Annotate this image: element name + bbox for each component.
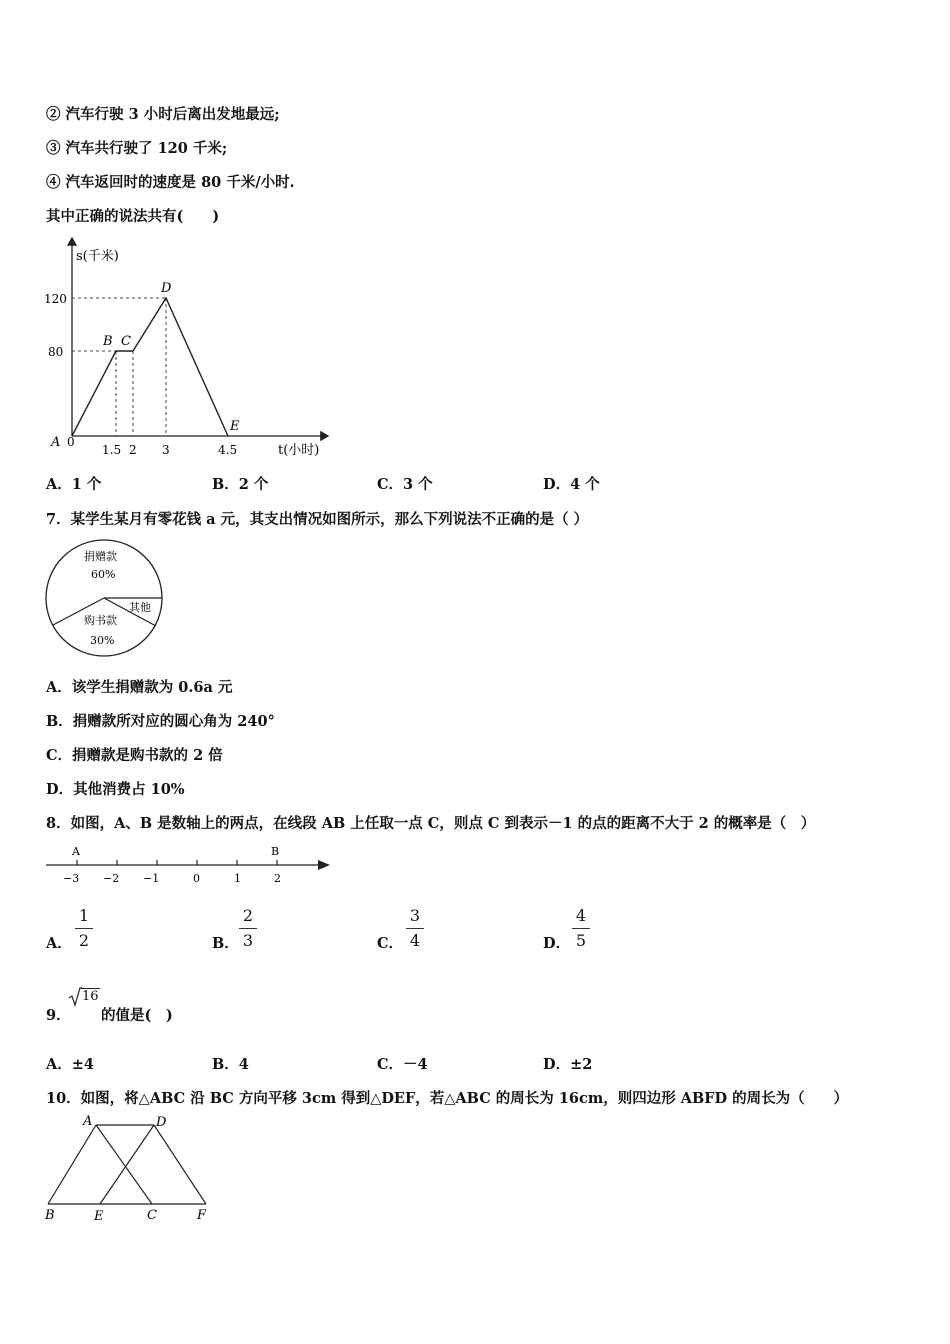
y-axis-label: s(千米) (76, 249, 119, 264)
point-label-d: D (161, 281, 172, 296)
q6-option-a: A．1 个 (46, 476, 102, 493)
q7-option-c: C．捐赠款是购书款的 2 倍 (46, 747, 223, 764)
books-pct: 30% (90, 634, 115, 647)
q9-option-b: B．4 (212, 1056, 249, 1073)
fraction-denominator: 3 (242, 931, 254, 950)
fraction-numerator: 3 (406, 906, 424, 929)
q8-option-b-label: B． (212, 935, 239, 952)
donation-pct: 60% (91, 568, 116, 581)
fraction-numerator: 4 (572, 906, 590, 929)
q9-number: 9． (46, 1007, 71, 1024)
translated-triangles-figure (40, 1112, 220, 1227)
q8-option-b-fraction (239, 906, 257, 950)
q9-option-c: C．－4 (377, 1056, 428, 1073)
q8-option-c-fraction (406, 906, 424, 950)
books-label: 购书款 (84, 614, 117, 627)
q8-option-c-label: C． (377, 935, 404, 952)
ytick-120: 120 (44, 292, 67, 306)
label-c: C (147, 1208, 157, 1223)
q7-option-b: B．捐赠款所对应的圆心角为 240° (46, 713, 275, 730)
q9-option-a: A．±4 (46, 1056, 94, 1073)
label-f: F (197, 1208, 207, 1223)
other-label: 其他 (129, 601, 151, 614)
tick-minus-1: −1 (143, 872, 160, 885)
q7-option-d: D．其他消费占 10% (46, 781, 185, 798)
point-label-a: A (51, 435, 61, 450)
tick-minus-2: −2 (103, 872, 120, 885)
q8-option-d-fraction (572, 906, 590, 950)
radicand: 16 (82, 989, 99, 1004)
radical-sign-icon (68, 986, 82, 1008)
label-e: E (94, 1209, 104, 1224)
expense-pie-chart (40, 535, 172, 665)
statement-3: ③ 汽车共行驶了 120 千米; (46, 140, 228, 157)
tick-0: 0 (193, 872, 200, 885)
tick-1: 1 (234, 872, 241, 885)
point-a-label: A (72, 845, 80, 858)
graph-line (72, 298, 228, 436)
xtick-4.5: 4.5 (218, 443, 238, 457)
statement-2: ② 汽车行驶 3 小时后离出发地最远; (46, 106, 280, 123)
donation-label: 捐赠款 (84, 550, 117, 563)
q6-option-b: B．2 个 (212, 476, 269, 493)
distance-time-graph (40, 232, 340, 464)
x-axis-label: t(小时) (278, 443, 320, 458)
fraction-numerator: 2 (239, 906, 257, 929)
fraction-denominator: 4 (409, 931, 421, 950)
fraction-denominator: 5 (575, 931, 587, 950)
tick-2: 2 (274, 872, 281, 885)
label-d: D (156, 1115, 167, 1130)
q8-option-a-label: A． (46, 935, 72, 952)
q6-question: 其中正确的说法共有( ) (46, 208, 220, 225)
origin-label: 0 (67, 435, 75, 449)
point-label-c: C (121, 334, 131, 349)
fraction-denominator: 2 (78, 931, 90, 950)
label-b: B (45, 1208, 55, 1223)
point-label-e: E (230, 419, 240, 434)
point-label-b: B (103, 334, 113, 349)
q8-option-d-label: D． (543, 935, 571, 952)
dashed-guides (72, 298, 166, 436)
point-b-label: B (271, 845, 280, 858)
label-a: A (83, 1114, 93, 1129)
tick-minus-3: −3 (63, 872, 80, 885)
q10-question: 10．如图，将△ABC 沿 BC 方向平移 3cm 得到△DEF，若△ABC 的周长为 16cm，则四边形 ABFD 的周长为（ ） (46, 1090, 849, 1107)
xtick-3: 3 (162, 443, 170, 457)
ytick-80: 80 (48, 345, 64, 359)
q8-question: 8．如图，A、B 是数轴上的两点，在线段 AB 上任取一点 C，则点 C 到表示－1 的点的距离不大于 2 的概率是（ ） (46, 815, 816, 832)
statement-4: ④ 汽车返回时的速度是 80 千米/小时. (46, 174, 295, 191)
q9-question-tail: 的值是( ) (101, 1007, 173, 1024)
q9-option-d: D．±2 (543, 1056, 593, 1073)
q6-option-d: D．4 个 (543, 476, 600, 493)
q8-option-a-fraction (75, 906, 93, 950)
q6-option-c: C．3 个 (377, 476, 433, 493)
fraction-numerator: 1 (75, 906, 93, 929)
number-line-arrow (318, 860, 330, 870)
q7-question: 7．某学生某月有零花钱 a 元，其支出情况如图所示，那么下列说法不正确的是（ ） (46, 511, 589, 528)
q7-option-a: A．该学生捐赠款为 0.6a 元 (46, 679, 233, 696)
number-line (40, 840, 335, 890)
xtick-1.5: 1.5 (102, 443, 122, 457)
xtick-2: 2 (129, 443, 137, 457)
